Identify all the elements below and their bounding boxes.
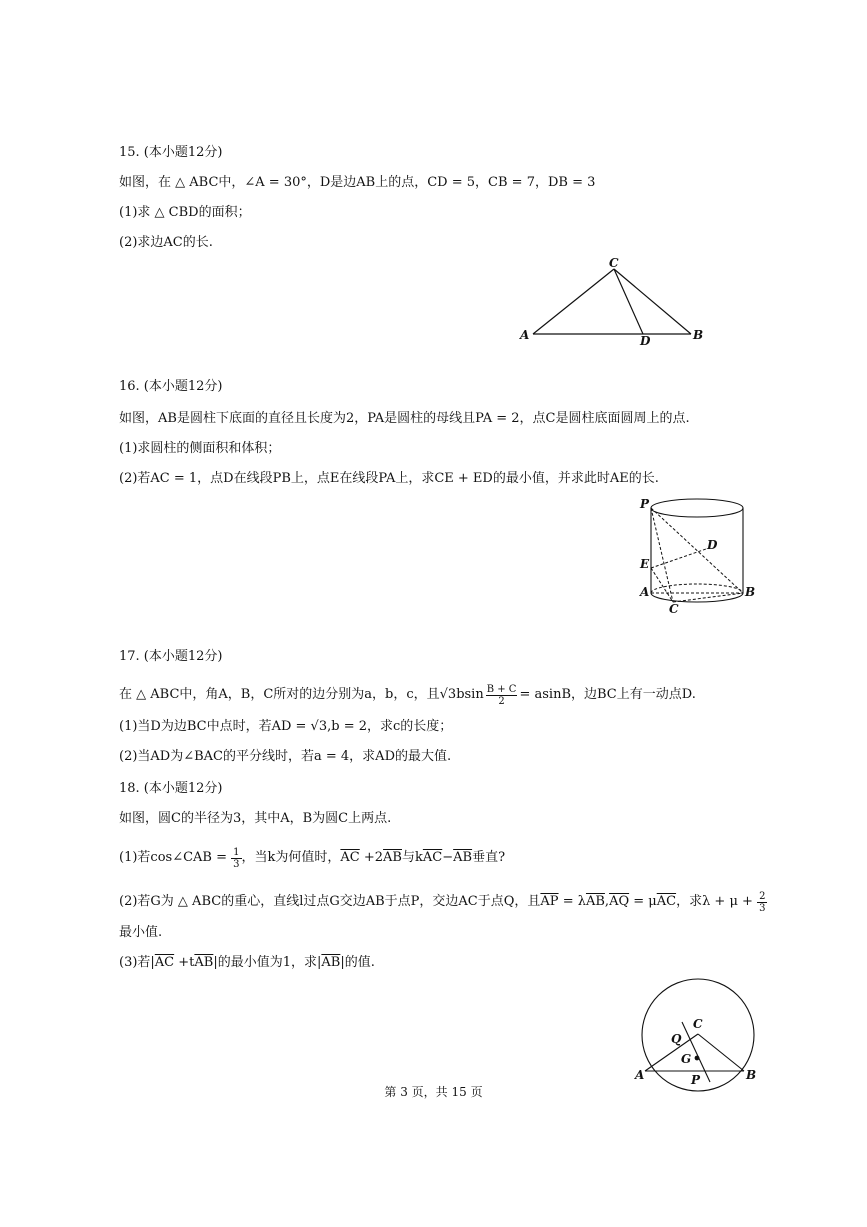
q18-p1-op3: − bbox=[442, 850, 454, 865]
page-footer: 第 3 页，共 15 页 bbox=[384, 1085, 483, 1099]
q18-part3 bbox=[119, 954, 375, 972]
q18-part2 bbox=[119, 891, 767, 914]
vector-ac: $\overline{AC}$ bbox=[422, 850, 443, 865]
label-d: D bbox=[707, 538, 718, 552]
q18-p1-end: 垂直? bbox=[472, 850, 506, 865]
q18-p1-frac-den: 3 bbox=[233, 859, 240, 870]
label-c: C bbox=[669, 602, 679, 616]
label-q: Q bbox=[671, 1032, 682, 1046]
q18-p3-text-c: |的值. bbox=[340, 955, 375, 970]
label-d: D bbox=[640, 334, 651, 348]
q17-part1: (1)当D为边BC中点时，若AD = √3,b = 2，求c的长度； bbox=[119, 719, 453, 734]
label-b: B bbox=[746, 1068, 757, 1082]
label-e: E bbox=[640, 557, 650, 571]
q18-stem: 如图，圆C的半径为3，其中A，B为圆C上两点. bbox=[119, 811, 392, 826]
q18-p1-op1: +2 bbox=[359, 850, 384, 865]
segment-pc bbox=[651, 508, 673, 602]
segment-cb bbox=[673, 593, 743, 602]
label-c: C bbox=[609, 256, 619, 270]
label-b: B bbox=[745, 585, 756, 599]
q18-part1 bbox=[119, 847, 505, 870]
q18-title: 18. (本小题12分) bbox=[119, 781, 223, 796]
q18-p2-op1: = λ bbox=[558, 894, 586, 909]
label-b: B bbox=[693, 328, 704, 342]
q15-title: 15. (本小题12分) bbox=[119, 145, 223, 160]
q18-part2-cont: 最小值. bbox=[119, 925, 163, 940]
segment-cd bbox=[614, 269, 643, 334]
vector-ab: $\overline{AB}$ bbox=[585, 894, 605, 909]
vector-ac: $\overline{AC}$ bbox=[340, 850, 360, 865]
q16-title: 16. (本小题12分) bbox=[119, 379, 223, 394]
vector-ap: $\overline{AP}$ bbox=[540, 894, 559, 909]
label-a: A bbox=[640, 585, 650, 599]
vector-ab: $\overline{AB}$ bbox=[453, 850, 473, 865]
q17-part2: (2)当AD为∠BAC的平分线时，若a = 4，求AD的最大值. bbox=[119, 749, 452, 764]
top-ellipse bbox=[651, 499, 743, 517]
label-p: P bbox=[640, 497, 650, 511]
q16-stem: 如图，AB是圆柱下底面的直径且长度为2，PA是圆柱的母线且PA = 2，点C是圆柱底面圆周上的点. bbox=[119, 411, 690, 426]
vector-ac: $\overline{AC}$ bbox=[656, 894, 677, 909]
q18-circle-figure bbox=[632, 978, 762, 1090]
q18-p2-op2: , bbox=[604, 894, 610, 909]
q17-stem-start: 在 △ ABC中，角A，B，C所对的边分别为a，b，c，且√3bsin bbox=[119, 687, 484, 702]
q16-part1: (1)求圆柱的侧面积和体积； bbox=[119, 441, 281, 456]
bottom-back-arc bbox=[651, 584, 743, 593]
vector-ab: $\overline{AB}$ bbox=[194, 955, 214, 970]
segment-ac bbox=[533, 269, 614, 334]
q18-p1-text-a: (1)若cos∠CAB = bbox=[119, 850, 232, 865]
q18-p1-op2: 与k bbox=[402, 850, 423, 865]
label-p: P bbox=[691, 1073, 701, 1087]
q18-p1-text-b: ，当k为何值时， bbox=[241, 850, 341, 865]
q17-frac-num: B + C bbox=[486, 684, 517, 695]
segment-cb bbox=[698, 1034, 744, 1071]
vector-aq: $\overline{AQ}$ bbox=[609, 894, 630, 909]
q18-p2-fraction bbox=[757, 891, 767, 914]
q15-part1: (1)求 △ CBD的面积； bbox=[119, 205, 251, 220]
q16-cylinder-figure bbox=[638, 493, 763, 615]
q18-p2-frac-num: 2 bbox=[759, 891, 766, 902]
q15-stem: 如图，在 △ ABC中，∠A = 30°，D是边AB上的点，CD = 5，CB = 7，DB = 3 bbox=[119, 175, 596, 190]
q18-p1-frac-num: 1 bbox=[233, 847, 240, 858]
q18-p3-text-a: (3)若| bbox=[119, 955, 155, 970]
q18-p2-text-a: (2)若G为 △ ABC的重心，直线l过点G交边AB于点P，交边AC于点Q，且 bbox=[119, 894, 541, 909]
label-a: A bbox=[520, 328, 530, 342]
q18-p2-frac-den: 3 bbox=[759, 903, 766, 914]
q17-fraction bbox=[486, 684, 518, 707]
q18-p1-fraction bbox=[231, 847, 241, 870]
vector-ab: $\overline{AB}$ bbox=[383, 850, 402, 865]
q15-triangle-figure bbox=[515, 255, 715, 350]
segment-cb bbox=[614, 269, 691, 334]
vector-ac: $\overline{AC}$ bbox=[154, 955, 175, 970]
q17-stem bbox=[119, 684, 696, 707]
label-c: C bbox=[693, 1017, 703, 1031]
segment-pb bbox=[651, 508, 743, 593]
q18-p2-text-b: ，求λ + μ + bbox=[676, 894, 758, 909]
q16-part2: (2)若AC = 1，点D在线段PB上，点E在线段PA上，求CE + ED的最小值，并求此时AE的长. bbox=[119, 471, 659, 486]
centroid-g bbox=[695, 1056, 700, 1061]
q15-part2: (2)求边AC的长. bbox=[119, 235, 213, 250]
q17-frac-den: 2 bbox=[498, 696, 505, 707]
q18-p3-op: +t bbox=[174, 955, 195, 970]
q18-p2-op3: = μ bbox=[629, 894, 657, 909]
label-a: A bbox=[635, 1068, 645, 1082]
q17-stem-end: = asinB，边BC上有一动点D. bbox=[519, 687, 696, 702]
label-g: G bbox=[681, 1052, 692, 1066]
q18-p3-text-b: |的最小值为1，求| bbox=[213, 955, 322, 970]
vector-ab: $\overline{AB}$ bbox=[321, 955, 341, 970]
segment-ed bbox=[651, 549, 706, 568]
q17-title: 17. (本小题12分) bbox=[119, 649, 223, 664]
